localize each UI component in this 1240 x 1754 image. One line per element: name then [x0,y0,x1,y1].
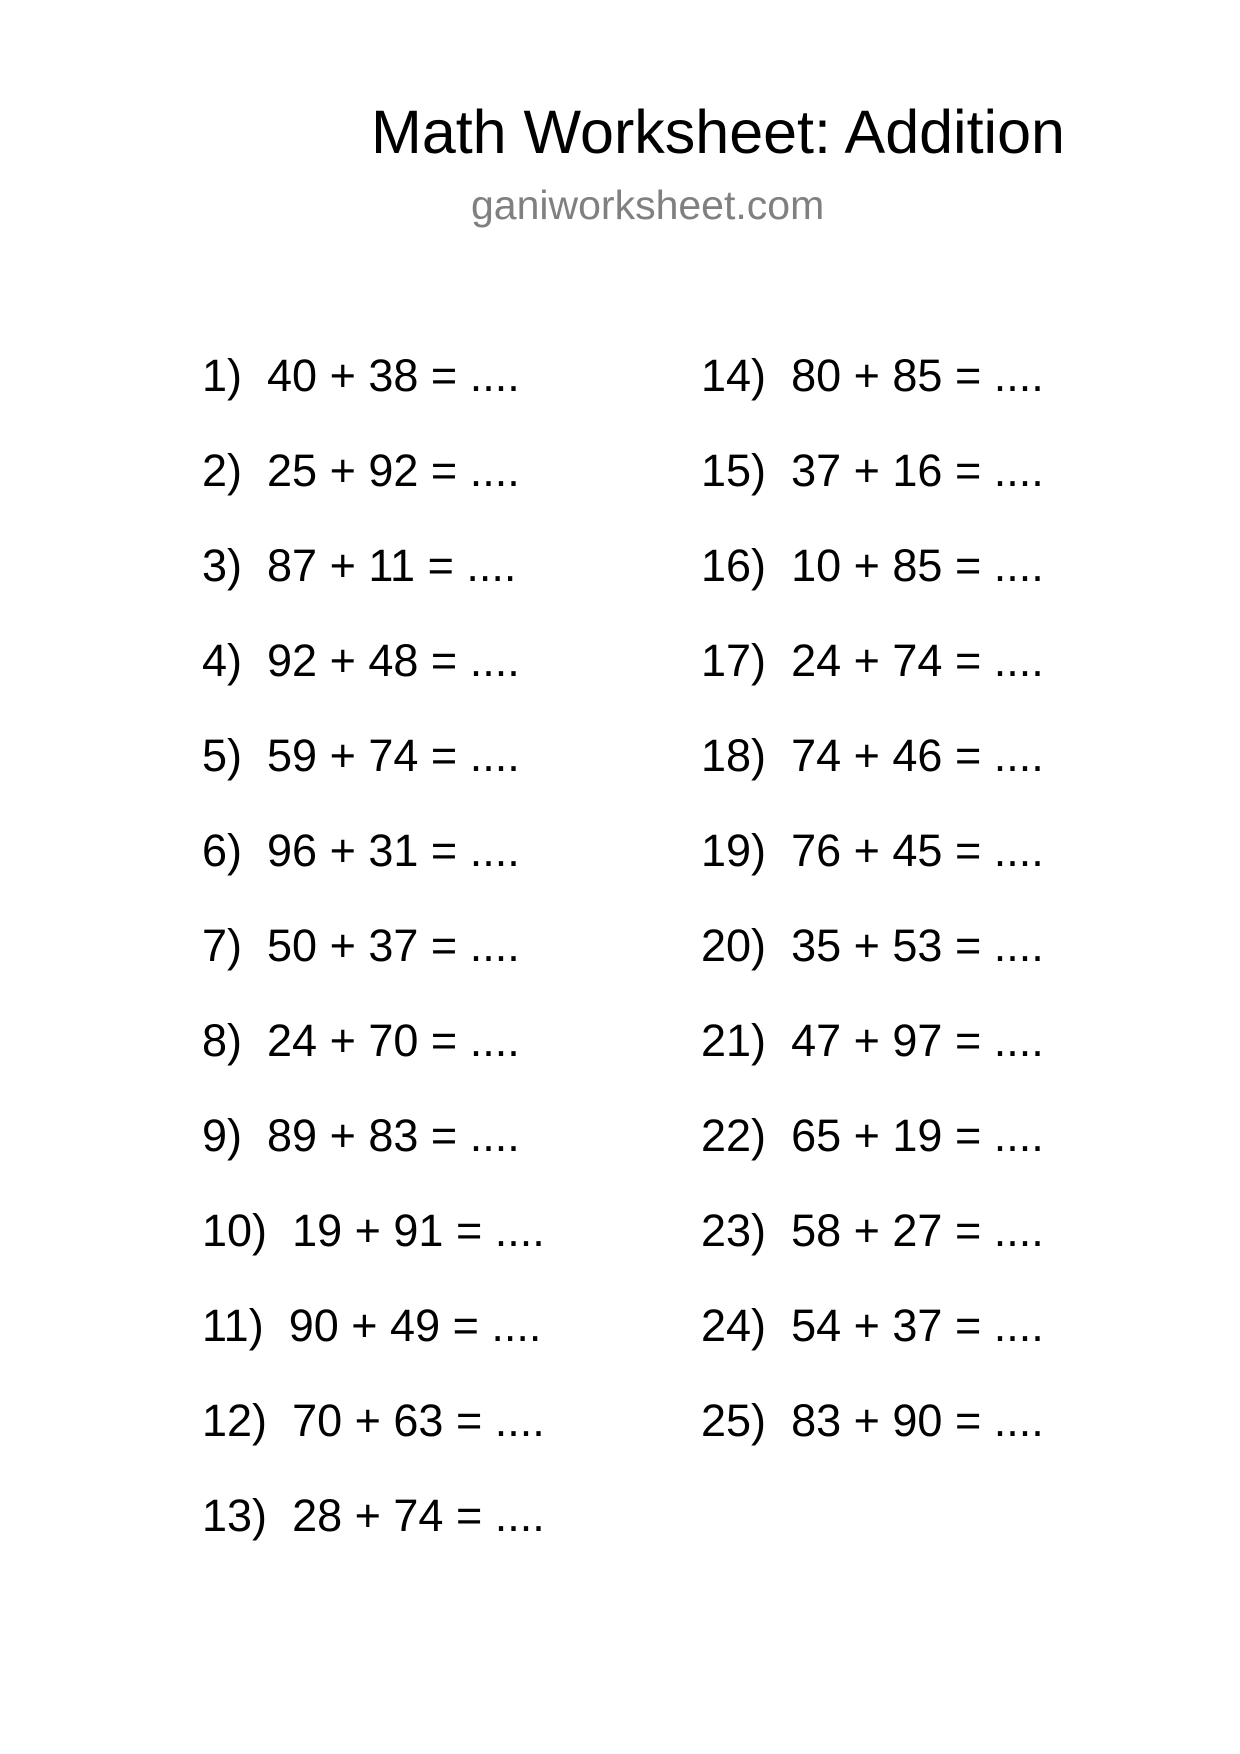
problem-number: 25) [701,1395,767,1446]
problem-item [701,1015,1044,1067]
problem-item [202,825,520,877]
problem-number: 4) [202,635,243,686]
problem-item [202,1015,520,1067]
problem-number: 2) [202,445,243,496]
problem-number: 24) [701,1300,767,1351]
problem-number: 12) [202,1395,268,1446]
problem-number: 9) [202,1110,243,1161]
site-watermark: ganiworksheet.com [471,182,825,228]
problem-number: 21) [701,1015,767,1066]
problem-expression: 35 + 53 = .... [791,920,1044,971]
problem-number: 14) [701,350,767,401]
problem-item [202,635,520,687]
problem-number: 11) [202,1300,264,1351]
problem-number: 8) [202,1015,243,1066]
problem-number: 5) [202,730,243,781]
problem-number: 7) [202,920,243,971]
problem-expression: 87 + 11 = .... [267,540,517,591]
problem-expression: 92 + 48 = .... [267,635,520,686]
problem-number: 1) [202,350,243,401]
problem-item [202,1490,545,1542]
problem-item [202,1395,545,1447]
page-title: Math Worksheet: Addition [371,98,1065,166]
problem-item [202,730,520,782]
problem-expression: 96 + 31 = .... [267,825,520,876]
problem-expression: 89 + 83 = .... [267,1110,520,1161]
problem-expression: 80 + 85 = .... [791,350,1044,401]
problem-number: 10) [202,1205,268,1256]
problem-item [701,1300,1044,1352]
problem-number: 19) [701,825,767,876]
problem-item [202,1300,541,1352]
problem-expression: 65 + 19 = .... [791,1110,1044,1161]
problem-item [202,1205,545,1257]
problem-expression: 70 + 63 = .... [292,1395,545,1446]
problem-item [701,540,1044,592]
problem-item [701,445,1044,497]
problem-expression: 90 + 49 = .... [288,1300,542,1351]
problem-item [701,1110,1044,1162]
problem-number: 22) [701,1110,767,1161]
problem-expression: 47 + 97 = .... [791,1015,1044,1066]
problem-expression: 83 + 90 = .... [791,1395,1044,1446]
problem-number: 23) [701,1205,767,1256]
problem-expression: 54 + 37 = .... [791,1300,1044,1351]
problem-item [202,1110,520,1162]
problem-item [202,920,520,972]
problem-expression: 40 + 38 = .... [267,350,520,401]
problem-item [701,1205,1044,1257]
problem-expression: 74 + 46 = .... [791,730,1044,781]
problem-number: 6) [202,825,243,876]
problem-item [701,350,1044,402]
problem-item [202,445,520,497]
problem-item [202,350,520,402]
problem-expression: 10 + 85 = .... [791,540,1044,591]
problem-expression: 50 + 37 = .... [267,920,520,971]
problem-expression: 28 + 74 = .... [292,1490,545,1541]
problem-number: 17) [701,635,767,686]
problem-number: 15) [701,445,767,496]
problem-expression: 76 + 45 = .... [791,825,1044,876]
problem-expression: 59 + 74 = .... [267,730,520,781]
problem-item [701,635,1044,687]
problem-expression: 37 + 16 = .... [791,445,1044,496]
problem-expression: 25 + 92 = .... [267,445,520,496]
problem-number: 18) [701,730,767,781]
problem-item [701,920,1044,972]
problem-item [202,540,516,592]
problem-number: 3) [202,540,243,591]
problem-expression: 24 + 70 = .... [267,1015,520,1066]
problem-expression: 19 + 91 = .... [292,1205,545,1256]
problem-item [701,730,1044,782]
problem-number: 20) [701,920,767,971]
problem-number: 13) [202,1490,268,1541]
problem-expression: 58 + 27 = .... [791,1205,1044,1256]
problem-item [701,825,1044,877]
problem-expression: 24 + 74 = .... [791,635,1044,686]
problem-number: 16) [701,540,767,591]
problem-item [701,1395,1044,1447]
